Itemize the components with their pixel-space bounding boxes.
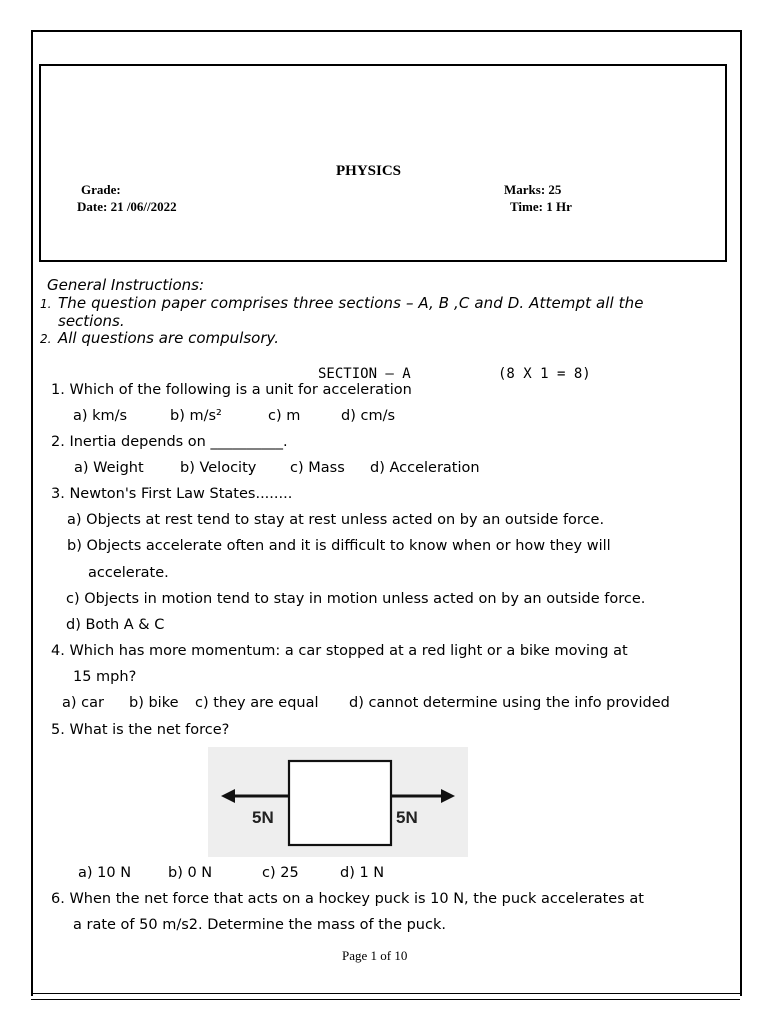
- q3-option-a: a) Objects at rest tend to stay at rest unless acted on by an outside force.: [67, 512, 605, 528]
- question-4-stem-cont: 15 mph?: [73, 669, 137, 685]
- question-6-stem-cont: a rate of 50 m/s2. Determine the mass of the puck.: [73, 917, 446, 933]
- page-number: Page 1 of 10: [342, 948, 408, 963]
- question-2-stem: 2. Inertia depends on __________.: [51, 434, 288, 450]
- marks-label: Marks: 25: [504, 182, 562, 197]
- net-force-diagram: [208, 747, 468, 857]
- question-5-stem: 5. What is the net force?: [51, 722, 230, 738]
- instruction-1-line1: The question paper comprises three sections – A, B ,C and D. Attempt all the: [58, 294, 644, 312]
- q5-option-b: b) 0 N: [168, 865, 213, 881]
- q4-option-a: a) car: [62, 695, 104, 711]
- section-a-marks: (8 X 1 = 8): [498, 366, 591, 382]
- q3-option-b: b) Objects accelerate often and it is difficult to know when or how they will: [67, 538, 611, 554]
- time-label: Time: 1 Hr: [510, 199, 572, 214]
- q2-option-c: c) Mass: [290, 460, 345, 476]
- q4-option-d: d) cannot determine using the info provided: [349, 695, 670, 711]
- q1-option-c: c) m: [268, 408, 301, 424]
- q5-option-a: a) 10 N: [78, 865, 132, 881]
- q1-option-a: a) km/s: [73, 408, 128, 424]
- q4-option-c: c) they are equal: [195, 695, 319, 711]
- q2-option-b: b) Velocity: [180, 460, 257, 476]
- q4-option-b: b) bike: [129, 695, 179, 711]
- section-a-title: SECTION – A: [318, 366, 411, 382]
- question-4-stem: 4. Which has more momentum: a car stopped at a red light or a bike moving at: [51, 643, 628, 659]
- right-force-label: 5N: [396, 808, 418, 827]
- q3-option-c: c) Objects in motion tend to stay in motion unless acted on by an outside force.: [66, 591, 646, 607]
- subject-title: PHYSICS: [336, 163, 402, 179]
- q2-option-d: d) Acceleration: [370, 460, 480, 476]
- instructions-title: General Instructions:: [47, 276, 205, 294]
- question-6-stem: 6. When the net force that acts on a hockey puck is 10 N, the puck accelerates at: [51, 891, 644, 907]
- box-object: [289, 761, 391, 845]
- instruction-2-number: 2.: [40, 332, 52, 346]
- page-bottom-rule: [31, 993, 740, 1000]
- q3-option-b-cont: accelerate.: [88, 565, 169, 581]
- q1-option-b: b) m/s²: [170, 408, 222, 424]
- instruction-1-line2: sections.: [58, 312, 125, 330]
- question-1-stem: 1. Which of the following is a unit for acceleration: [51, 382, 412, 398]
- grade-label: Grade:: [81, 182, 121, 197]
- q5-option-d: d) 1 N: [340, 865, 385, 881]
- q1-option-d: d) cm/s: [341, 408, 396, 424]
- instruction-2-text: All questions are compulsory.: [58, 329, 279, 347]
- q2-option-a: a) Weight: [74, 460, 144, 476]
- q5-option-c: c) 25: [262, 865, 299, 881]
- q3-option-d: d) Both A & C: [66, 617, 165, 633]
- left-force-label: 5N: [252, 808, 274, 827]
- instruction-1-number: 1.: [40, 297, 52, 311]
- question-3-stem: 3. Newton's First Law States........: [51, 486, 293, 502]
- date-label: Date: 21 /06//2022: [77, 199, 177, 214]
